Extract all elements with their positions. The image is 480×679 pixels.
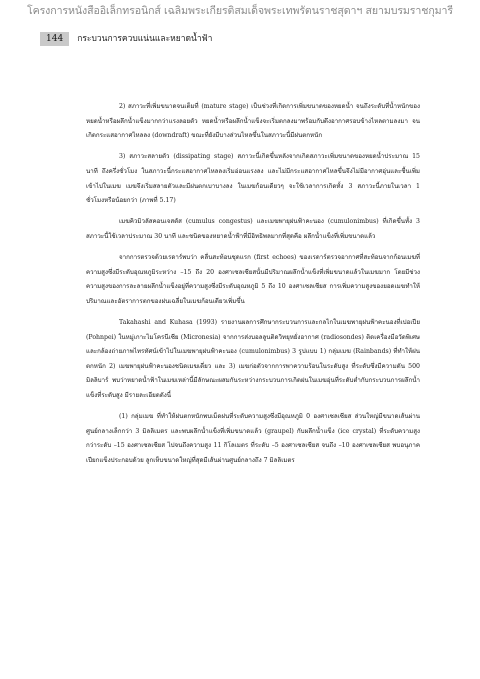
paragraph-takahashi-kuhasa: Takahashi and Kuhasa (1993) รายงานผลการศึกษากระบวนการและกลไกในเมฆพายุฝนฟ้าคะนองที่เปอเปีย (Pohnpei) ในหมู่เกาะไมโครนีเซีย (Micronesia) จากการส่งบอลลูนติดวิทยุหยั่งอากาศ (radiosondes) ติดเครื่องมือวัดพิเศษและกล้องถ่ายภาพไทรทัศน์เข้าไปในเมฆพายุฝนฟ้าคะนอง (cumulonimbus) 3 รูปแบบ 1) กลุ่มเมฆ (Rainbands) ที่ทำให้ฝนตกหนัก 2) เมฆพายุฝนฟ้าคะนองชนิดเมฆเดี่ยว และ 3) เมฆก่อตัวจากการพาความร้อนในระดับสูง ที่ระดับซึ่งมีความดัน 500 มิลลิบาร์ พบว่าหยาดน้ำฟ้าในเมฆเหล่านี้มีลักษณะผสมกันระหว่างกระบวนการเกิดฝนในเมฆอุ่นที่ระดับต่ำกับกระบวนการผลึกน้ำแข็งที่ระดับสูง มีรายละเอียดดังนี้ bbox=[86, 319, 420, 400]
paragraph-radar-echoes: จากการตรวจด้วยเรดาร์พบว่า คลื่นสะท้อนชุดแรก (first echoes) ของเรดาร์ตรวจอากาศที่สะท้อนจากก้อนเมฆที่ความสูงซึ่งมีระดับอุณหภูมิระหว่าง –15 ถึง 20 องศาเซลเซียสนั้นมีปริมาณผลึกน้ำแข็งที่เพิ่มขนาดแล้วในเมฆมาก โดยมีช่วงความสูงของการละลายผลึกน้ำแข็งอยู่ที่ความสูงซึ่งมีระดับอุณหภูมิ 5 ถึง 10 องศาเซลเซียส การเพิ่มความสูงของยอดเมฆทำให้ปริมาณและอัตราการตกของฝนเฉลี่ยในเมฆก้อนเดียวเพิ่มขึ้น bbox=[86, 254, 420, 305]
paragraph-mature-stage: 2) สภาวะที่เพิ่มขนาดจนเต็มที่ (mature stage) เป็นช่วงที่เกิดการเพิ่มขนาดของหยดน้ำ จนถึงระดับที่น้ำหนักของหยดน้ำหรือผลึกน้ำแข็งมากกว่าแรงลอยตัว หยดน้ำหรือผลึกน้ำแข็งจะเริ่มตกลงมาพร้อมกับดึงอากาศรอบข้างไหลตามลงมา จนเกิดกระแสอากาศไหลลง (downdraft) ขณะที่ยังมีบางส่วนไหลขึ้นในสภาวะนี้มีฝนตกหนัก bbox=[86, 103, 420, 140]
body-text bbox=[86, 100, 420, 469]
paragraph-dissipating-stage: 3) สภาวะสลายตัว (dissipating stage) สภาวะนี้เกิดขึ้นหลังจากเกิดสภาวะเพิ่มขนาดของหยดน้ำประมาณ 15 นาที ถึงครึ่งชั่วโมง ในสภาวะนี้กระแสอากาศไหลลงเริ่มอ่อนแรงลง และไม่มีกระแสอากาศไหลขึ้นจึงไม่มีอากาศอุ่นและชื้นเพิ่มเข้าไปในเมฆ เมฆจึงเริ่มสลายตัวและมีฝนตกเบาบางลง ในเมฆก้อนเดียวๆ จะใช้เวลาการเกิดทั้ง 3 สภาวะนี้ภายในเวลา 1 ชั่วโมงหรือน้อยกว่า (ภาพที่ 5.17) bbox=[86, 153, 420, 205]
page-header bbox=[40, 31, 460, 47]
paragraph-cumulus-congestus: เมฆคิวมิวลัสคอนเจสตัส (cumulus congestus) และเมฆพายุฝนฟ้าคะนอง (cumulonimbus) ที่เกิดขึ้นทั้ง 3 สภาวะนี้ใช้เวลาประมาณ 30 นาที และชนิดของหยาดน้ำฟ้าที่มีอิทธิพลมากที่สุดคือ ผลึกน้ำแข็งที่เพิ่มขนาดแล้ว bbox=[86, 218, 420, 240]
page-number: 144 bbox=[40, 32, 69, 46]
running-head-title: กระบวนการควบแน่นและหยาดน้ำฟ้า bbox=[77, 34, 213, 44]
watermark-banner: โครงการหนังสืออิเล็กทรอนิกส์ เฉลิมพระเกียรติสมเด็จพระเทพรัตนราชสุดาฯ สยามบรมราชกุมารี bbox=[27, 5, 453, 17]
paragraph-rainbands: (1) กลุ่มเมฆ ที่ทำให้ฝนตกหนักพบเม็ดฝนที่ระดับความสูงซึ่งมีอุณหภูมิ 0 องศาเซลเซียส ส่วนใหญ่มีขนาดเส้นผ่านศูนย์กลางเล็กกว่า 3 มิลลิเมตร และพบผลึกน้ำแข็งที่เพิ่มขนาดแล้ว (graupel) กับผลึกน้ำแข็ง (ice crystal) ที่ระดับความสูงกว่าระดับ –15 องศาเซลเซียส ไปจนถึงความสูง 11 กิโลเมตร ที่ระดับ –5 องศาเซลเซียส จนถึง –10 องศาเซลเซียส พบอนุภาคเปียกแข็งประกอบด้วย ลูกเห็บขนาดใหญ่ที่สุดมีเส้นผ่านศูนย์กลางถึง 7 มิลลิเมตร bbox=[86, 413, 420, 465]
